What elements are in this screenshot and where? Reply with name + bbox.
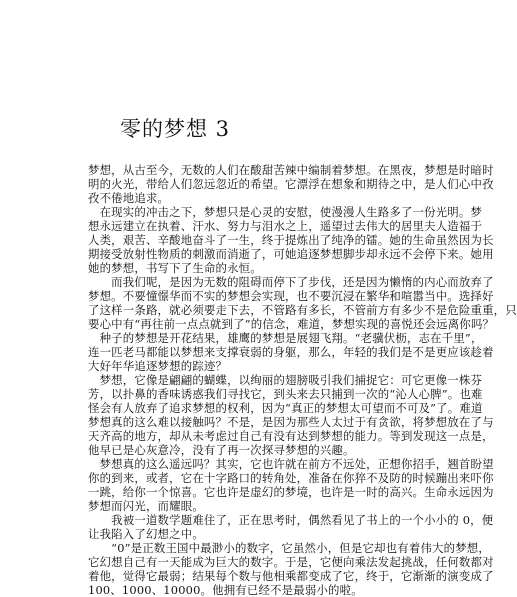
text-line: 100、1000、10000。他拥有已经不是最弱小的啦。 (88, 583, 363, 597)
article-body (88, 163, 517, 597)
text-line: 梦想真的这么遥远吗？其实，它也许就在前方不远处，正想你招手，翘首盼望 (88, 457, 494, 471)
text-line: 期接受放射性物质的刺激而消逝了，可她追逐梦想脚步却永远不会停下来。她用 (88, 247, 494, 261)
text-line: 梦想。不要憧憬华而不实的梦想会实现，也不要沉浸在繁华和喧嚣当中。选择好 (88, 289, 494, 303)
text-line: 了这样一条路，就必须要走下去，不管路有多长，不管前方有多少不是危险重重，只 (88, 303, 517, 317)
text-line: 想永远建立在执着、汗水、努力与泪水之上，遥望过去伟大的居里夫人造福于 (88, 219, 483, 233)
text-line: 一跳，给你一个惊喜。它也许是虚幻的梦境，也许是一时的高兴。生命永远因为 (88, 485, 494, 499)
text-line: 连一匹老马都能以梦想来支撑衰弱的身躯，那么，年轻的我们是不是更应该趁着 (88, 345, 494, 359)
text-line: 芳，以扑鼻的香味诱惑我们寻找它，到头来去只捕到一次的“沁人心脾”。也难 (88, 387, 483, 401)
page-title: 零的梦想 3 (120, 117, 231, 141)
text-line: 着他，觉得它最弱；结果每个数与他相乘都变成了它，终于，它渐渐的演变成了 (88, 569, 494, 583)
text-line: 要心中有“再往前一点点就到了”的信念，难道，梦想实现的喜悦还会远离你吗？ (88, 317, 495, 331)
text-line: 我被一道数学题难住了，正在思考时，偶然看见了书上的一个小小的 0，便 (88, 513, 494, 527)
text-line: 明的火光，带给人们忽远忽近的希望。它漂浮在想象和期待之中，是人们心中孜 (88, 177, 494, 191)
text-line: 梦想，它像是翩翩的蝴蝶，以绚丽的翅膀吸引我们捕捉它：可它更像一株芬 (88, 373, 483, 387)
text-line: 在现实的冲击之下，梦想只是心灵的安慰，使漫漫人生路多了一份光明。梦 (88, 205, 483, 219)
text-line: 她的梦想，书写下了生命的永恒。 (88, 261, 262, 275)
text-line: 怪会有人放弃了追求梦想的权利，因为“真正的梦想太可望而不可及”了。难道 (88, 401, 483, 415)
text-line: 你的到来，或者，它在十字路口的转角处，准备在你猝不及防的时候蹦出来吓你 (88, 471, 494, 485)
text-line: 而我们呢，是因为无数的阻碍而停下了步伐，还是因为懒惰的内心而放弃了 (88, 275, 494, 289)
text-line: 种子的梦想是开花结果，雄鹰的梦想是展翅飞翔。“老骥伏枥，志在千里”， (88, 331, 483, 345)
text-line: 梦想，从古至今，无数的人们在酸甜苦辣中编制着梦想。在黑夜，梦想是时暗时 (88, 163, 494, 177)
text-line: 大好年华追逐梦想的踪迹？ (88, 359, 228, 373)
text-line: 他早已是心灰意冷，没有了再一次探寻梦想的兴趣。 (88, 443, 355, 457)
text-line: 人类，艰苦、辛酸地奋斗了一生，终于提炼出了纯净的镭。她的生命虽然因为长 (88, 233, 494, 247)
text-line: 梦想而闪光，而耀眼。 (88, 499, 204, 513)
text-line: 天齐高的地方，却从未考虑过自己有没有达到梦想的能力。等到发现这一点是， (88, 429, 494, 443)
text-line: 它幻想自己有一天能成为巨大的数字。于是，它便向乘法发起挑战，任何数都对 (88, 555, 494, 569)
text-line: 让我陷入了幻想之中。 (88, 527, 204, 541)
text-line: “0”是正数王国中最渺小的数字，它虽然小，但是它却也有着伟大的梦想， (88, 541, 490, 555)
text-line: 孜不倦地追求。 (88, 191, 170, 205)
text-line: 梦想真的这么难以接触吗？不是，是因为那些人太过于有贪欲，将梦想放在了与 (88, 415, 494, 429)
